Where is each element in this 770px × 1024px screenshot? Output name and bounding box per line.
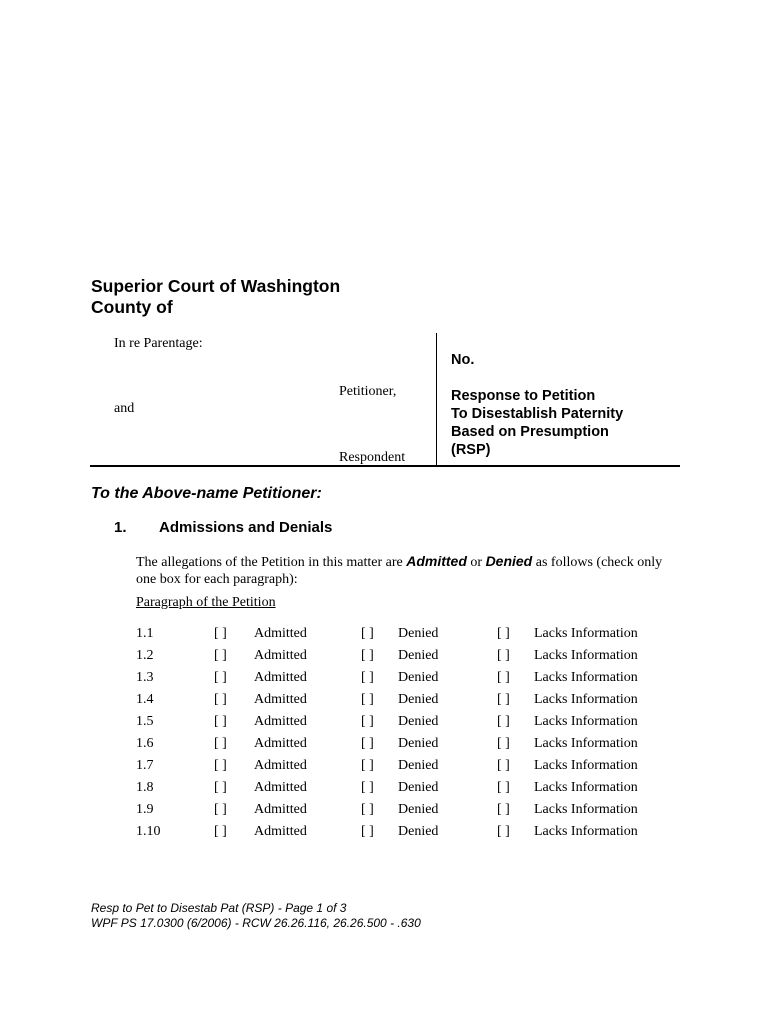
lacks-information-checkbox[interactable]: [ ] (497, 648, 510, 663)
court-name: Superior Court of Washington (91, 276, 341, 296)
table-row (0, 648, 770, 670)
document-title-line: Based on Presumption (451, 424, 609, 440)
lacks-information-label: Lacks Information (534, 802, 638, 817)
lacks-information-label: Lacks Information (534, 780, 638, 795)
table-row (0, 692, 770, 714)
lacks-information-checkbox[interactable]: [ ] (497, 736, 510, 751)
section-title: Admissions and Denials (159, 519, 333, 536)
denied-checkbox[interactable]: [ ] (361, 714, 374, 729)
denied-label: Denied (398, 780, 439, 795)
footer-line-form: Resp to Pet to Disestab Pat (RSP) - Page 1 of 3 (91, 901, 347, 915)
page-footer (91, 901, 421, 931)
table-row (0, 670, 770, 692)
intro-text-end: as follows (check only one box for each paragraph): (136, 555, 663, 587)
document-title (451, 387, 623, 459)
admitted-label: Admitted (254, 648, 307, 663)
lacks-information-checkbox[interactable]: [ ] (497, 692, 510, 707)
section-number: 1. (114, 519, 127, 536)
salutation: To the Above-name Petitioner: (91, 485, 322, 502)
lacks-information-checkbox[interactable]: [ ] (497, 670, 510, 685)
document-title-line: (RSP) (451, 442, 491, 458)
intro-or: or (466, 555, 486, 570)
paragraph-number: 1.1 (136, 626, 154, 641)
denied-label: Denied (398, 714, 439, 729)
admitted-checkbox[interactable]: [ ] (214, 626, 227, 641)
admitted-label: Admitted (254, 692, 307, 707)
document-title-line: Response to Petition (451, 388, 596, 404)
document-title-line: To Disestablish Paternity (451, 406, 624, 422)
admitted-label: Admitted (254, 670, 307, 685)
denied-checkbox[interactable]: [ ] (361, 802, 374, 817)
lacks-information-label: Lacks Information (534, 692, 638, 707)
paragraph-number: 1.6 (136, 736, 154, 751)
lacks-information-label: Lacks Information (534, 626, 638, 641)
paragraph-number: 1.8 (136, 780, 154, 795)
admitted-label: Admitted (254, 736, 307, 751)
admitted-checkbox[interactable]: [ ] (214, 824, 227, 839)
paragraph-number: 1.10 (136, 824, 161, 839)
table-row (0, 626, 770, 648)
paragraph-number: 1.2 (136, 648, 154, 663)
denied-checkbox[interactable]: [ ] (361, 736, 374, 751)
admitted-label: Admitted (254, 758, 307, 773)
denied-label: Denied (398, 648, 439, 663)
admitted-checkbox[interactable]: [ ] (214, 802, 227, 817)
lacks-information-checkbox[interactable]: [ ] (497, 626, 510, 641)
case-number-label: No. (451, 352, 475, 368)
footer-line-statute: WPF PS 17.0300 (6/2006) - RCW 26.26.116, 26.26.500 - .630 (91, 916, 421, 930)
table-row (0, 758, 770, 780)
lacks-information-label: Lacks Information (534, 736, 638, 751)
denied-label: Denied (398, 736, 439, 751)
lacks-information-label: Lacks Information (534, 824, 638, 839)
admitted-label: Admitted (254, 780, 307, 795)
admitted-checkbox[interactable]: [ ] (214, 714, 227, 729)
admitted-checkbox[interactable]: [ ] (214, 736, 227, 751)
denied-label: Denied (398, 824, 439, 839)
table-row (0, 802, 770, 824)
admitted-label: Admitted (254, 802, 307, 817)
paragraph-number: 1.5 (136, 714, 154, 729)
lacks-information-checkbox[interactable]: [ ] (497, 714, 510, 729)
intro-text: The allegations of the Petition in this matter are (136, 555, 407, 570)
lacks-information-checkbox[interactable]: [ ] (497, 780, 510, 795)
paragraph-number: 1.9 (136, 802, 154, 817)
denied-emphasis: Denied (485, 553, 533, 569)
denied-checkbox[interactable]: [ ] (361, 648, 374, 663)
admitted-emphasis: Admitted (406, 553, 467, 569)
admitted-label: Admitted (254, 824, 307, 839)
in-re-label: In re Parentage: (114, 336, 203, 351)
denied-label: Denied (398, 670, 439, 685)
caption-divider-horizontal (90, 465, 680, 467)
table-row (0, 736, 770, 758)
denied-checkbox[interactable]: [ ] (361, 670, 374, 685)
table-row (0, 780, 770, 802)
denied-label: Denied (398, 692, 439, 707)
paragraph-number: 1.3 (136, 670, 154, 685)
intro-paragraph (136, 553, 676, 588)
denied-label: Denied (398, 758, 439, 773)
admitted-checkbox[interactable]: [ ] (214, 758, 227, 773)
lacks-information-label: Lacks Information (534, 714, 638, 729)
denied-checkbox[interactable]: [ ] (361, 780, 374, 795)
denied-checkbox[interactable]: [ ] (361, 692, 374, 707)
denied-label: Denied (398, 802, 439, 817)
admitted-label: Admitted (254, 626, 307, 641)
paragraph-number: 1.4 (136, 692, 154, 707)
table-row (0, 714, 770, 736)
paragraph-number: 1.7 (136, 758, 154, 773)
lacks-information-checkbox[interactable]: [ ] (497, 802, 510, 817)
respondent-label: Respondent (339, 450, 406, 465)
court-header (91, 276, 340, 318)
denied-label: Denied (398, 626, 439, 641)
admitted-checkbox[interactable]: [ ] (214, 780, 227, 795)
petitioner-label: Petitioner, (339, 384, 397, 399)
paragraph-header: Paragraph of the Petition (136, 595, 276, 610)
caption-divider-vertical (436, 333, 437, 465)
and-label: and (114, 401, 135, 416)
admitted-checkbox[interactable]: [ ] (214, 670, 227, 685)
admitted-label: Admitted (254, 714, 307, 729)
lacks-information-label: Lacks Information (534, 670, 638, 685)
denied-checkbox[interactable]: [ ] (361, 626, 374, 641)
denied-checkbox[interactable]: [ ] (361, 758, 374, 773)
lacks-information-checkbox[interactable]: [ ] (497, 758, 510, 773)
admitted-checkbox[interactable]: [ ] (214, 692, 227, 707)
table-row (0, 824, 770, 846)
lacks-information-label: Lacks Information (534, 648, 638, 663)
lacks-information-checkbox[interactable]: [ ] (497, 824, 510, 839)
lacks-information-label: Lacks Information (534, 758, 638, 773)
admitted-checkbox[interactable]: [ ] (214, 648, 227, 663)
county-label: County of (91, 297, 173, 317)
denied-checkbox[interactable]: [ ] (361, 824, 374, 839)
